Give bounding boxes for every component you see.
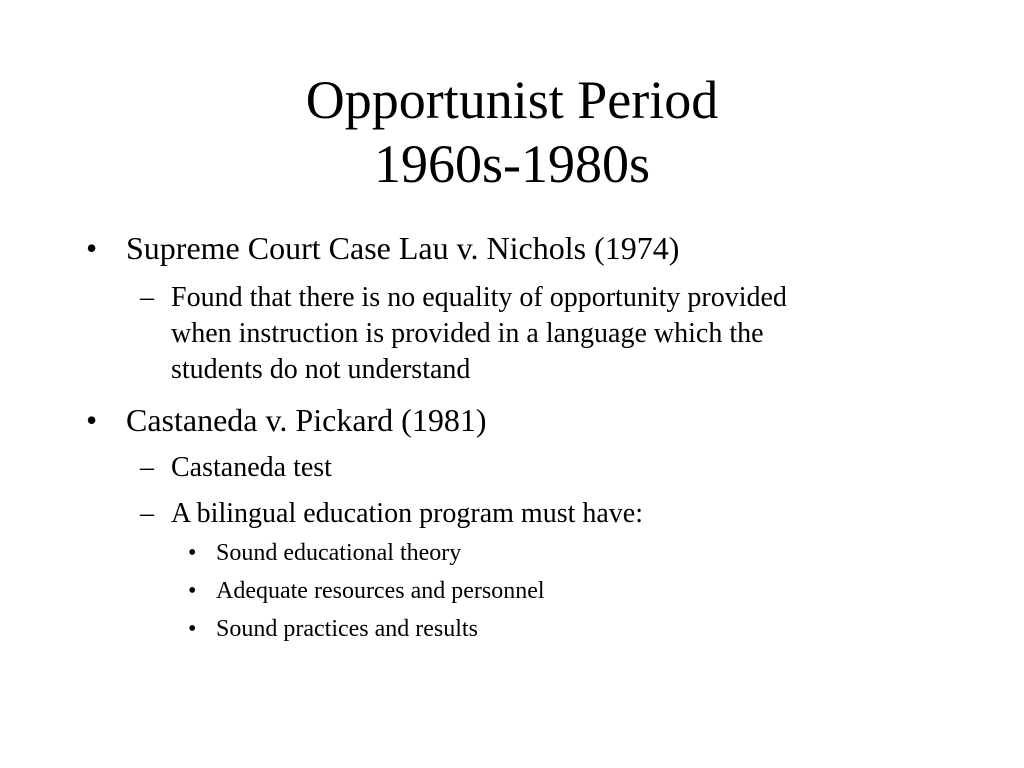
bullet-dot-icon: • [188, 578, 197, 604]
sub-item-line-1: Castaneda test [171, 452, 332, 483]
sub-item-text [171, 450, 961, 486]
sub-item-text [171, 280, 961, 388]
dash-icon: – [140, 452, 154, 483]
bullet-dot-icon: • [188, 540, 197, 566]
slide-title [0, 68, 1024, 196]
sub-sub-item-text: Sound practices and results [216, 616, 478, 642]
sub-item-line-1: A bilingual education program must have: [171, 498, 644, 529]
bullet-dot-icon: • [188, 616, 197, 642]
sub-item-line-1: Found that there is no equality of opportunity provided [171, 282, 787, 313]
bullet-text: Supreme Court Case Lau v. Nichols (1974) [126, 230, 680, 266]
dash-icon: – [140, 282, 154, 313]
bullet-text: Castaneda v. Pickard (1981) [126, 402, 487, 438]
sub-item-text [171, 496, 961, 532]
sub-sub-item-text: Adequate resources and personnel [216, 578, 545, 604]
dash-icon: – [140, 498, 154, 529]
sub-item-line-2: when instruction is provided in a language which the [171, 318, 764, 349]
sub-item-line-3: students do not understand [171, 354, 471, 385]
sub-sub-item-text: Sound educational theory [216, 540, 462, 566]
title-line-2: 1960s-1980s [373, 134, 650, 194]
bullet-dot-icon: • [86, 402, 98, 438]
bullet-dot-icon: • [86, 230, 98, 266]
title-line-1: Opportunist Period [305, 70, 719, 130]
